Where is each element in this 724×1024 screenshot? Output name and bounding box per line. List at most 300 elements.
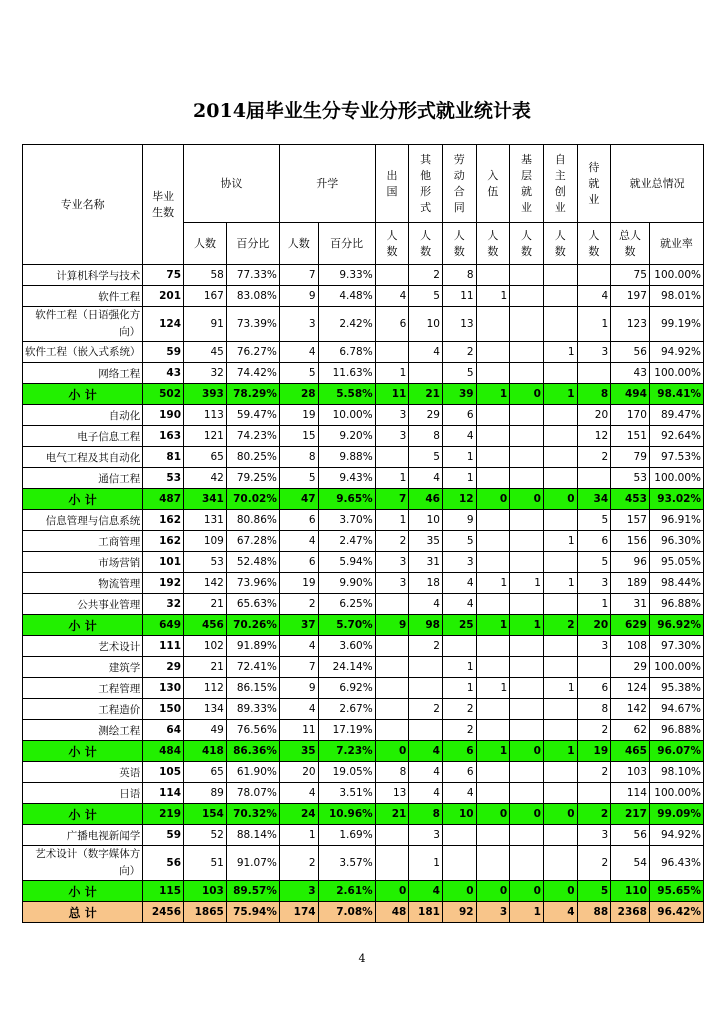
data-cell [476, 720, 510, 741]
data-cell [543, 594, 577, 615]
header-count-text: 人数 [487, 228, 499, 258]
major-name-cell: 广播电视新闻学 [23, 825, 143, 846]
data-cell: 418 [184, 741, 227, 762]
major-name-cell: 软件工程（日语强化方向） [23, 307, 143, 342]
data-cell: 8 [409, 426, 443, 447]
data-cell: 5 [409, 286, 443, 307]
data-cell: 13 [442, 307, 476, 342]
data-cell: 181 [409, 902, 443, 923]
table-row [23, 552, 704, 573]
data-cell: 98.44% [649, 573, 703, 594]
header-total-people [611, 223, 650, 265]
data-cell: 151 [611, 426, 650, 447]
data-cell: 24.14% [318, 657, 375, 678]
graduates-cell: 150 [143, 699, 184, 720]
row-label-cell: 小 计 [23, 384, 143, 405]
data-cell: 98.01% [649, 286, 703, 307]
major-name-cell: 信息管理与信息系统 [23, 510, 143, 531]
data-cell [476, 426, 510, 447]
data-cell: 4 [409, 468, 443, 489]
major-name-cell: 电子信息工程 [23, 426, 143, 447]
data-cell: 7 [279, 265, 318, 286]
data-cell: 0 [476, 881, 510, 902]
data-cell: 15 [279, 426, 318, 447]
table-row [23, 657, 704, 678]
data-cell: 74.42% [226, 363, 279, 384]
data-cell: 17.19% [318, 720, 375, 741]
data-cell: 83.08% [226, 286, 279, 307]
data-cell: 0 [476, 489, 510, 510]
data-cell: 5 [409, 447, 443, 468]
major-name-cell: 电气工程及其自动化 [23, 447, 143, 468]
data-cell: 0 [510, 384, 544, 405]
data-cell: 2 [577, 762, 611, 783]
major-name-cell: 艺术设计 [23, 636, 143, 657]
data-cell: 2 [375, 531, 409, 552]
graduates-cell: 114 [143, 783, 184, 804]
data-cell: 5.70% [318, 615, 375, 636]
data-cell [510, 846, 544, 881]
data-cell [543, 468, 577, 489]
data-cell: 95.38% [649, 678, 703, 699]
data-cell: 6.25% [318, 594, 375, 615]
header-count-text: 人数 [588, 228, 600, 258]
header-graduates-text: 毕业生数 [152, 189, 175, 219]
data-cell: 91.89% [226, 636, 279, 657]
data-cell [409, 678, 443, 699]
data-cell: 1 [510, 615, 544, 636]
data-cell: 2 [442, 699, 476, 720]
data-cell: 19 [577, 741, 611, 762]
data-cell: 134 [184, 699, 227, 720]
data-cell: 10 [409, 307, 443, 342]
data-cell: 24 [279, 804, 318, 825]
data-cell: 1 [279, 825, 318, 846]
table-row [23, 510, 704, 531]
data-cell: 3.70% [318, 510, 375, 531]
data-cell: 1 [476, 741, 510, 762]
data-cell: 96.07% [649, 741, 703, 762]
data-cell: 77.33% [226, 265, 279, 286]
data-cell: 94.92% [649, 342, 703, 363]
table-row [23, 762, 704, 783]
data-cell: 88 [577, 902, 611, 923]
data-cell [476, 510, 510, 531]
header-major: 专业名称 [23, 145, 143, 265]
data-cell: 42 [184, 468, 227, 489]
data-cell [375, 678, 409, 699]
header-agreement: 协议 [184, 145, 280, 223]
data-cell: 6 [442, 741, 476, 762]
header-count-text: 人数 [453, 228, 465, 258]
data-cell: 393 [184, 384, 227, 405]
data-cell: 49 [184, 720, 227, 741]
data-cell: 0 [375, 741, 409, 762]
graduates-cell: 43 [143, 363, 184, 384]
data-cell: 1 [409, 846, 443, 881]
major-name-cell: 测绘工程 [23, 720, 143, 741]
data-cell: 3 [279, 881, 318, 902]
data-cell: 28 [279, 384, 318, 405]
data-cell: 3 [476, 902, 510, 923]
data-cell [543, 307, 577, 342]
data-cell: 131 [184, 510, 227, 531]
data-cell: 89.47% [649, 405, 703, 426]
table-row [23, 531, 704, 552]
data-cell: 19 [279, 573, 318, 594]
data-cell: 1 [577, 307, 611, 342]
graduates-cell: 201 [143, 286, 184, 307]
header-military-text: 入伍 [487, 168, 499, 198]
data-cell: 142 [611, 699, 650, 720]
graduates-cell: 101 [143, 552, 184, 573]
data-cell: 72.41% [226, 657, 279, 678]
data-cell: 51 [184, 846, 227, 881]
data-cell: 1 [442, 657, 476, 678]
data-cell: 1 [543, 573, 577, 594]
data-cell: 5 [279, 363, 318, 384]
subtotal-row [23, 804, 704, 825]
graduates-cell: 64 [143, 720, 184, 741]
header-total-people-text: 总人数 [619, 228, 642, 258]
data-cell [510, 286, 544, 307]
data-cell: 3 [577, 342, 611, 363]
data-cell: 3 [375, 426, 409, 447]
data-cell: 52.48% [226, 552, 279, 573]
data-cell [543, 636, 577, 657]
data-cell: 2 [577, 447, 611, 468]
data-cell: 102 [184, 636, 227, 657]
data-cell: 20 [577, 405, 611, 426]
data-cell: 189 [611, 573, 650, 594]
header-labor-contract [442, 145, 476, 223]
data-cell: 8 [279, 447, 318, 468]
data-cell: 2 [543, 615, 577, 636]
header-other-count [409, 223, 443, 265]
data-cell: 3 [442, 552, 476, 573]
page-title: 2014届毕业生分专业分形式就业统计表 [193, 100, 531, 122]
data-cell [510, 342, 544, 363]
table-row [23, 405, 704, 426]
data-cell: 3 [577, 825, 611, 846]
data-cell: 54 [611, 846, 650, 881]
row-label-cell: 小 计 [23, 881, 143, 902]
data-cell: 456 [184, 615, 227, 636]
data-cell: 78.29% [226, 384, 279, 405]
data-cell: 13 [375, 783, 409, 804]
data-cell: 157 [611, 510, 650, 531]
data-cell [510, 552, 544, 573]
subtotal-row [23, 384, 704, 405]
data-cell [543, 762, 577, 783]
data-cell: 103 [611, 762, 650, 783]
data-cell: 5 [279, 468, 318, 489]
data-cell: 6 [577, 678, 611, 699]
data-cell: 10 [409, 510, 443, 531]
data-cell: 629 [611, 615, 650, 636]
table-row [23, 447, 704, 468]
data-cell: 9 [375, 615, 409, 636]
data-cell: 1 [543, 678, 577, 699]
data-cell [510, 468, 544, 489]
data-cell: 20 [577, 615, 611, 636]
data-cell: 96.43% [649, 846, 703, 881]
data-cell: 453 [611, 489, 650, 510]
data-cell: 1 [476, 573, 510, 594]
table-row [23, 720, 704, 741]
data-cell [476, 783, 510, 804]
data-cell [409, 720, 443, 741]
major-name-cell: 物流管理 [23, 573, 143, 594]
major-name-cell: 工商管理 [23, 531, 143, 552]
data-cell [543, 657, 577, 678]
data-cell [476, 846, 510, 881]
data-cell [476, 825, 510, 846]
data-cell: 170 [611, 405, 650, 426]
data-cell [510, 783, 544, 804]
table-row [23, 342, 704, 363]
data-cell: 79.25% [226, 468, 279, 489]
data-cell [442, 825, 476, 846]
data-cell [577, 783, 611, 804]
table-row [23, 363, 704, 384]
header-pending [577, 145, 611, 223]
data-cell: 59.47% [226, 405, 279, 426]
data-cell: 4 [442, 573, 476, 594]
major-name-cell: 软件工程（嵌入式系统） [23, 342, 143, 363]
data-cell [543, 699, 577, 720]
data-cell: 70.26% [226, 615, 279, 636]
data-cell: 86.36% [226, 741, 279, 762]
data-cell: 3 [375, 573, 409, 594]
data-cell: 2 [409, 636, 443, 657]
data-cell: 52 [184, 825, 227, 846]
header-count-text: 人数 [420, 228, 432, 258]
table-row [23, 846, 704, 881]
header-pending-count [577, 223, 611, 265]
data-cell: 156 [611, 531, 650, 552]
data-cell [375, 447, 409, 468]
data-cell: 494 [611, 384, 650, 405]
data-cell: 8 [577, 384, 611, 405]
data-cell: 43 [611, 363, 650, 384]
data-cell [543, 447, 577, 468]
data-cell: 4 [409, 741, 443, 762]
total-row [23, 902, 704, 923]
data-cell: 61.90% [226, 762, 279, 783]
data-cell: 8 [375, 762, 409, 783]
data-cell [375, 265, 409, 286]
data-cell: 1865 [184, 902, 227, 923]
header-study-percent: 百分比 [318, 223, 375, 265]
graduates-cell: 649 [143, 615, 184, 636]
data-cell: 76.56% [226, 720, 279, 741]
data-cell: 10.00% [318, 405, 375, 426]
data-cell [510, 720, 544, 741]
data-cell: 74.23% [226, 426, 279, 447]
data-cell: 123 [611, 307, 650, 342]
graduates-cell: 115 [143, 881, 184, 902]
graduates-cell: 59 [143, 825, 184, 846]
data-cell: 0 [510, 741, 544, 762]
data-cell: 86.15% [226, 678, 279, 699]
data-cell: 2 [577, 720, 611, 741]
data-cell: 46 [409, 489, 443, 510]
data-cell: 9.20% [318, 426, 375, 447]
data-cell: 98.10% [649, 762, 703, 783]
data-cell: 465 [611, 741, 650, 762]
header-abroad [375, 145, 409, 223]
data-cell: 80.25% [226, 447, 279, 468]
row-label-cell: 小 计 [23, 489, 143, 510]
employment-statistics-table [22, 144, 704, 923]
graduates-cell: 190 [143, 405, 184, 426]
graduates-cell: 219 [143, 804, 184, 825]
data-cell: 6 [279, 510, 318, 531]
header-graduates [143, 145, 184, 265]
data-cell: 95.65% [649, 881, 703, 902]
data-cell [476, 531, 510, 552]
data-cell: 98 [409, 615, 443, 636]
graduates-cell: 124 [143, 307, 184, 342]
data-cell [510, 678, 544, 699]
data-cell: 154 [184, 804, 227, 825]
data-cell [442, 636, 476, 657]
data-cell: 99.19% [649, 307, 703, 342]
data-cell [375, 594, 409, 615]
graduates-cell: 162 [143, 510, 184, 531]
header-abroad-text: 出国 [386, 168, 398, 198]
data-cell [510, 363, 544, 384]
data-cell: 167 [184, 286, 227, 307]
data-cell: 96.30% [649, 531, 703, 552]
data-cell: 21 [184, 657, 227, 678]
data-cell: 31 [611, 594, 650, 615]
data-cell [510, 426, 544, 447]
page-number: 4 [358, 952, 366, 965]
data-cell: 103 [184, 881, 227, 902]
header-employment-rate: 就业率 [649, 223, 703, 265]
data-cell: 7 [375, 489, 409, 510]
data-cell: 109 [184, 531, 227, 552]
data-cell: 91 [184, 307, 227, 342]
data-cell: 9 [442, 510, 476, 531]
table-row [23, 825, 704, 846]
data-cell: 47 [279, 489, 318, 510]
subtotal-row [23, 489, 704, 510]
data-cell: 6.92% [318, 678, 375, 699]
data-cell [577, 657, 611, 678]
data-cell: 110 [611, 881, 650, 902]
header-count-text: 人数 [521, 228, 533, 258]
data-cell: 341 [184, 489, 227, 510]
data-cell [510, 825, 544, 846]
data-cell: 58 [184, 265, 227, 286]
data-cell [476, 594, 510, 615]
data-cell: 5 [577, 510, 611, 531]
data-cell [476, 363, 510, 384]
data-cell: 9.88% [318, 447, 375, 468]
data-cell: 3 [577, 573, 611, 594]
data-cell: 4 [279, 699, 318, 720]
header-self-employed [543, 145, 577, 223]
graduates-cell: 53 [143, 468, 184, 489]
data-cell [543, 552, 577, 573]
data-cell: 5 [442, 531, 476, 552]
data-cell: 4 [442, 594, 476, 615]
header-other-forms-text: 其他形式 [420, 152, 432, 214]
data-cell: 31 [409, 552, 443, 573]
data-cell: 7.23% [318, 741, 375, 762]
data-cell: 2.67% [318, 699, 375, 720]
data-cell: 1 [476, 678, 510, 699]
header-count-text: 人数 [554, 228, 566, 258]
data-cell [510, 307, 544, 342]
data-cell [476, 265, 510, 286]
data-cell: 1 [476, 615, 510, 636]
data-cell: 0 [543, 489, 577, 510]
data-cell: 2 [442, 720, 476, 741]
table-row [23, 636, 704, 657]
data-cell: 1 [375, 468, 409, 489]
graduates-cell: 105 [143, 762, 184, 783]
data-cell: 53 [184, 552, 227, 573]
data-cell: 3 [375, 552, 409, 573]
data-cell: 217 [611, 804, 650, 825]
data-cell: 1 [577, 594, 611, 615]
data-cell: 93.02% [649, 489, 703, 510]
data-cell [476, 342, 510, 363]
major-name-cell: 工程造价 [23, 699, 143, 720]
data-cell: 75 [611, 265, 650, 286]
data-cell [543, 825, 577, 846]
data-cell: 0 [543, 804, 577, 825]
data-cell: 78.07% [226, 783, 279, 804]
data-cell: 3.51% [318, 783, 375, 804]
data-cell: 65 [184, 762, 227, 783]
data-cell: 4 [375, 286, 409, 307]
data-cell: 65 [184, 447, 227, 468]
data-cell: 3 [577, 636, 611, 657]
data-cell: 11.63% [318, 363, 375, 384]
data-cell [510, 405, 544, 426]
data-cell: 4 [409, 881, 443, 902]
data-cell [375, 846, 409, 881]
data-cell: 11 [279, 720, 318, 741]
data-cell: 2.47% [318, 531, 375, 552]
data-cell: 91.07% [226, 846, 279, 881]
data-cell: 9 [279, 678, 318, 699]
data-cell: 56 [611, 342, 650, 363]
data-cell: 1 [442, 468, 476, 489]
data-cell: 100.00% [649, 657, 703, 678]
header-other-forms [409, 145, 443, 223]
header-study-count: 人数 [279, 223, 318, 265]
header-count-text: 人数 [386, 228, 398, 258]
data-cell [510, 594, 544, 615]
data-cell: 0 [476, 804, 510, 825]
header-grassroots [510, 145, 544, 223]
table-row [23, 468, 704, 489]
data-cell: 113 [184, 405, 227, 426]
data-cell: 4 [442, 426, 476, 447]
data-cell: 65.63% [226, 594, 279, 615]
data-cell: 4 [279, 531, 318, 552]
header-self-count [543, 223, 577, 265]
header-grassroots-count [510, 223, 544, 265]
data-cell: 29 [409, 405, 443, 426]
data-cell: 88.14% [226, 825, 279, 846]
